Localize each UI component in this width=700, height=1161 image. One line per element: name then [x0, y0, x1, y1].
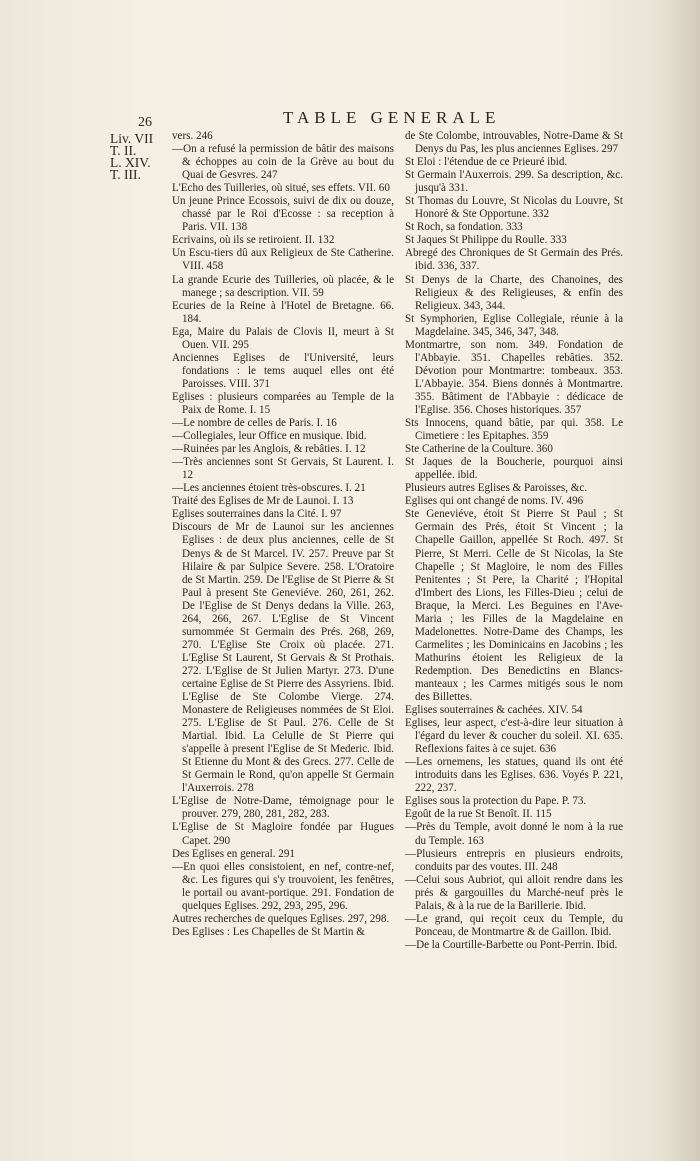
- index-entry: Plusieurs autres Eglises & Paroisses, &c.: [405, 482, 588, 495]
- index-entry: St Jaques St Philippe du Roulle. 333: [405, 234, 567, 247]
- margin-note: Liv. VII: [110, 131, 154, 146]
- index-entry: Des Eglises en general. 291: [172, 847, 295, 860]
- index-entry: —Les anciennes étoient très-obscures. I. 21: [172, 482, 366, 495]
- index-entry: Un Escu-tiers dû aux Religieux de Ste Catherine. VIII. 458: [172, 247, 394, 273]
- index-entry: Traité des Eglises de Mr de Launoi. I. 13: [172, 495, 354, 508]
- index-entry: —Près du Temple, avoit donné le nom à la rue du Temple. 163: [405, 821, 623, 847]
- index-entry: —Le grand, qui reçoit ceux du Temple, du Ponceau, de Montmartre & de Gaillon. Ibid.: [405, 912, 623, 938]
- index-entry: St Denys de la Charte, des Chanoines, des Religieux & des Religieuses, & enfin des Religieux. 343, 344.: [405, 273, 623, 312]
- index-entry: —De la Courtille-Barbette ou Pont-Perrin. Ibid.: [405, 938, 618, 951]
- running-title: TABLE GENERALE: [283, 108, 501, 127]
- index-column-left: [172, 130, 394, 939]
- index-column-right: [405, 130, 623, 952]
- margin-notes: [110, 133, 170, 181]
- index-entry: St Roch, sa fondation. 333: [405, 221, 523, 234]
- index-entry: St Germain l'Auxerrois. 299. Sa description, &c. jusqu'à 331.: [405, 169, 623, 195]
- index-entry: St Thomas du Louvre, St Nicolas du Louvre, St Honoré & Ste Opportune. 332: [405, 195, 623, 221]
- index-entry: Ega, Maire du Palais de Clovis II, meurt à St Ouen. VII. 295: [172, 325, 394, 351]
- margin-note: T. III.: [110, 167, 141, 182]
- index-entry: de Ste Colombe, introuvables, Notre-Dame & St Denys du Pas, les plus anciennes Eglises. 297: [405, 130, 623, 156]
- index-entry: —Collegiales, leur Office en musique. Ibid.: [172, 430, 367, 443]
- index-entry: Abregé des Chroniques de St Germain des Prés. ibid. 336, 337.: [405, 247, 623, 273]
- index-entry: L'Eglise de Notre-Dame, témoignage pour le prouver. 279, 280, 281, 282, 283.: [172, 795, 394, 821]
- index-entry: Eglises sous la protection du Pape. P. 73.: [405, 795, 587, 808]
- index-entry: Eglises qui ont changé de noms. IV. 496: [405, 495, 584, 508]
- index-entry: St Jaques de la Boucherie, pourquoi ainsi appellée. ibid.: [405, 456, 623, 482]
- index-entry: Egoût de la rue St Benoît. II. 115: [405, 808, 552, 821]
- index-entry: vers. 246: [172, 130, 213, 142]
- index-entry: Discours de Mr de Launoi sur les anciennes Eglises : de deux plus anciennes, celle de St Denys & de St Marcel. IV. 257. Preuve par St Hilaire & par Sulpice Severe. 258. L'Oratoire de St Martin. 259. De l'Eglise de St Pierre & St Paul à present Ste Geneviéve. 260, 261, 262. De l'Eglise de St Denys dedans la Ville. 263, 264, 266, 267. L'Eglise de St Vincent surnommée St Germain des Prés. 268, 269, 270. L'Eglise Ste Croix où placée. 271. L'Eglise St Laurent, St Gervais & St Prothais. 272. L'Eglise de St Julien Martyr. 273. D'une certaine Eglise de St Pierre des Assyriens. Ibid. L'Eglise de Ste Colombe Vierge. 274. Monastere de Religieuses nommées de St Eloi. 275. L'Eglise de St Paul. 276. Celle de St Martial. Ibid. La Celulle de St Pierre qui s'appelle à present l'Eglise de St Mederic. Ibid. St Etienne du Mont & des Grecs. 277. Celle de St Germain le Rond, qu'on appelle St Germain l'Auxerrois. 278: [172, 521, 394, 795]
- margin-note: L. XIV.: [110, 155, 151, 170]
- index-entry: L'Eglise de St Magloire fondée par Hugues Capet. 290: [172, 821, 394, 847]
- index-entry: —Le nombre de celles de Paris. I. 16: [172, 417, 337, 430]
- index-entry: Un jeune Prince Ecossois, suivi de dix ou douze, chassé par le Roi d'Ecosse : sa reception à Paris. VII. 138: [172, 195, 394, 234]
- index-entry: Eglises souterraines & cachées. XIV. 54: [405, 704, 583, 717]
- index-entry: Ecuries de la Reine à l'Hotel de Bretagne. 66. 184.: [172, 299, 394, 325]
- index-entry: Des Eglises : Les Chapelles de St Martin &: [172, 925, 365, 938]
- index-entry: Ste Catherine de la Coulture. 360: [405, 443, 553, 456]
- index-entry: Ste Geneviéve, étoit St Pierre St Paul ; St Germain des Prés, étoit St Vincent ; la Chapelle Gaillon, appellée St Roch. 497. St Pierre, St Merri. Celle de St Nicolas, la Ste Chapelle ; St Magloire, le nom des Filles Penitentes ; St Pere, la Charité ; l'Hopital d'Imbert des Lions, les Filles-Dieu ; celui de Braque, la Merci. Les Beguines en l'Ave-Maria ; les Filles de la Magdelaine en Madelonettes. Notre-Dame des Champs, les Carmelites ; les Dominicains en Jacobins ; les Mathurins étoient les Religieux de la Redemption. Des Benedictins en Blancs-manteaux ; les Carmes mitigés sous le nom des Billettes.: [405, 508, 623, 704]
- index-entry: Anciennes Eglises de l'Université, leurs fondations : le tems auquel elles ont été Paroisses. VIII. 371: [172, 351, 394, 390]
- index-entry: —Plusieurs entrepris en plusieurs endroits, conduits par des voutes. III. 248: [405, 847, 623, 873]
- index-entry: —Très anciennes sont St Gervais, St Laurent. I. 12: [172, 456, 394, 482]
- index-entry: Ecrivains, où ils se retiroient. II. 132: [172, 234, 335, 247]
- index-entry: —Ruinées par les Anglois, & rebâties. I. 12: [172, 443, 366, 456]
- index-entry: —En quoi elles consistoient, en nef, contre-nef, &c. Les figures qui s'y trouvoient, les fenêtres, le portail ou avant-portique. 291. Fondation de quelques Eglises. 292, 293, 295, 296.: [172, 860, 394, 912]
- index-entry: L'Echo des Tuilleries, où situé, ses effets. VII. 60: [172, 182, 390, 195]
- page-edge-shadow: [660, 0, 700, 1161]
- index-entry: La grande Ecurie des Tuilleries, où placée, & le manege ; sa description. VII. 59: [172, 273, 394, 299]
- index-entry: St Eloi : l'étendue de ce Prieuré ibid.: [405, 156, 568, 169]
- page-number: 26: [138, 115, 152, 130]
- index-entry: Eglises : plusieurs comparées au Temple de la Paix de Rome. I. 15: [172, 390, 394, 416]
- index-entry: Sts Innocens, quand bâtie, par qui. 358. Le Cimetiere : les Epitaphes. 359: [405, 417, 623, 443]
- index-entry: —On a refusé la permission de bâtir des maisons & échoppes au coin de la Grève au bout du Quai de Gesvres. 247: [172, 143, 394, 182]
- index-entry: Autres recherches de quelques Eglises. 297, 298.: [172, 912, 390, 925]
- index-entry: Montmartre, son nom. 349. Fondation de l'Abbayie. 351. Chapelles rebâties. 352. Dévotion pour Montmartre: tombeaux. 353. L'Abbayie. 354. Biens donnés à Montmartre. 355. Bâtiment de l'Abbayie : dédicace de l'Eglise. 356. Choses historiques. 357: [405, 338, 623, 416]
- index-entry: —Les ornemens, les statues, quand ils ont été introduits dans les Eglises. 636. Voyés P. 221, 222, 237.: [405, 756, 623, 795]
- index-entry: Eglises souterraines dans la Cité. I. 97: [172, 508, 342, 521]
- margin-note: T. II.: [110, 143, 137, 158]
- index-entry: —Celui sous Aubriot, qui alloit rendre dans les prés & gargouilles du Marché-neuf près le Palais, & à la rue de la Barillerie. Ibid.: [405, 873, 623, 912]
- index-entry: St Symphorien, Eglise Collegiale, réunie à la Magdelaine. 345, 346, 347, 348.: [405, 312, 623, 338]
- index-entry: Eglises, leur aspect, c'est-à-dire leur situation à l'égard du lever & coucher du soleil. XI. 635. Reflexions faites à ce sujet. 636: [405, 717, 623, 756]
